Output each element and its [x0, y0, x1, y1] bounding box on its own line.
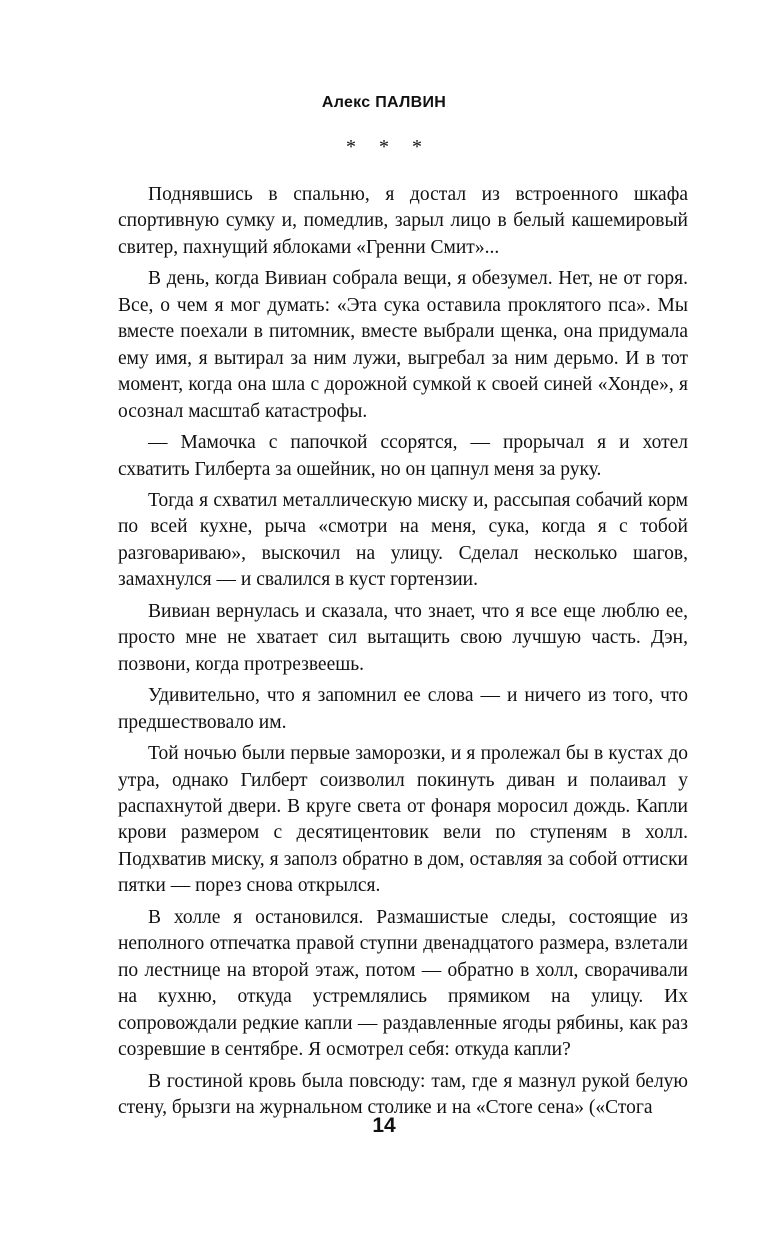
running-head: Алекс ПАЛВИН — [321, 94, 447, 111]
paragraph: — Мамочка с папочкой ссорятся, — прорычал я и хотел схватить Гилберта за ошейник, но он цапнул меня за руку. — [118, 432, 688, 480]
paragraph: Поднявшись в спальню, я достал из встроенного шкафа спортивную сумку и, помедлив, зарыл лицо в белый кашемировый свитер, пахнущий яблоками «Гренни Смит»... — [118, 184, 688, 258]
page-number: 14 — [372, 1114, 396, 1137]
paragraph: В холле я остановился. Размашистые следы, состоящие из неполного отпечатка правой ступни двенадцатого размера, взлетали по лестнице на второй этаж, потом — обратно в холл, сворачивали на кухню, откуда устремлялись прямиком на улицу. Их сопровождали редкие капли — раздавленные ягоды рябины, как раз созревшие в сентябре. Я осмотрел себя: откуда капли? — [118, 906, 688, 1061]
paragraph: Вивиан вернулась и сказала, что знает, что я все еще люблю ее, просто мне не хватает сил вытащить свою лучшую часть. Дэн, позвони, когда протрезвеешь. — [118, 600, 688, 675]
paragraph: Удивительно, что я запомнил ее слова — и ничего из того, что предшествовало им. — [118, 685, 688, 733]
paragraph: Той ночью были первые заморозки, и я пролежал бы в кустах до утра, однако Гилберт соизволил покинуть диван и полаивал у распахнутой двери. В круге света от фонаря моросил дождь. Капли крови размером с десятицентовик вели по ступеням в холл. Подхватив миску, я заполз обратно в дом, оставляя за собой оттиски пятки — порез снова открылся. — [118, 743, 688, 897]
section-separator: * * * — [346, 136, 422, 158]
paragraph: Тогда я схватил металлическую миску и, рассыпая собачий корм по всей кухне, рыча «смотри на меня, сука, когда я с тобой разговариваю», выскочил на улицу. Сделал несколько шагов, замахнулся — и свалился в куст гортензии. — [118, 489, 688, 591]
paragraph: В гостиной кровь была повсюду: там, где я мазнул рукой белую стену, брызги на журнальном столике и на «Стоге сена» («Стога — [118, 1070, 688, 1118]
paragraph: В день, когда Вивиан собрала вещи, я обезумел. Нет, не от горя. Все, о чем я мог думать: «Эта сука оставила проклятого пса». Мы вместе поехали в питомник, вместе выбрали щенка, она придумала ему имя, я вытирал за ним лужи, выгребал за ним дерьмо. И в тот момент, когда она шла с дорожной сумкой к своей синей «Хонде», я осознал масштаб катастрофы. — [118, 268, 688, 422]
body-text — [118, 182, 688, 1121]
